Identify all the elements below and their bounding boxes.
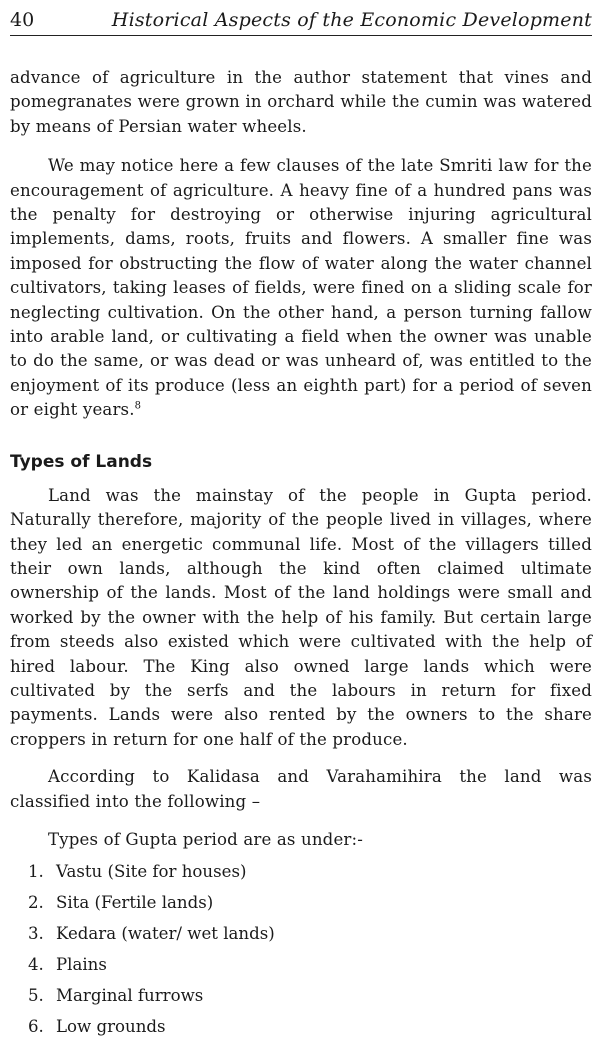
list-item-text: Plains (56, 955, 107, 975)
list-item (28, 856, 592, 887)
list-item (28, 887, 592, 918)
list-item-text: Vastu (Site for houses) (56, 862, 247, 882)
list-item (28, 918, 592, 949)
page-content (10, 66, 592, 1042)
list-item-number: 3. (28, 924, 44, 944)
paragraph-smriti-law (10, 154, 592, 422)
list-item (28, 949, 592, 980)
footnote-marker: 8 (134, 400, 142, 412)
paragraph-list-intro: Types of Gupta period are as under:- (48, 829, 364, 849)
list-item-number: 6. (28, 1017, 44, 1037)
list-item-text: Kedara (water/ wet lands) (56, 924, 275, 944)
page-number: 40 (10, 9, 35, 31)
list-item-number: 2. (28, 893, 44, 913)
paragraph-classification: According to Kalidasa and Varahamihira the land was classified into the following – (10, 767, 592, 811)
list-item-text: Sita (Fertile lands) (56, 893, 214, 913)
section-heading: Types of Lands (10, 451, 153, 472)
paragraph-continued: advance of agriculture in the author statement that vines and pomegranates were grown in orchard while the cumin was watered by means of Persian water wheels. (10, 68, 592, 136)
page-header (10, 6, 592, 36)
list-item (28, 980, 592, 1011)
land-types-list (10, 856, 592, 1042)
list-item-text: Low grounds (56, 1017, 166, 1037)
paragraph-land-mainstay: Land was the mainstay of the people in Gupta period. Naturally therefore, majority of the people lived in villages, where they led an energetic communal life. Most of the villagers tilled their own lands, although the kind often claimed ultimate ownership of the lands. Most of the land holdings were small and worked by the owner with the help of his family. But certain large from steeds also existed which were cultivated with the help of hired labour. The King also owned large lands which were cultivated by the serfs and the labours in return for fixed payments. Lands were also rented by the owners to the share croppers in return for one half of the produce. (10, 485, 592, 749)
list-item-text: Marginal furrows (56, 986, 204, 1006)
list-item-number: 4. (28, 955, 44, 975)
paragraph-smriti-law-text: We may notice here a few clauses of the late Smriti law for the encouragement of agriculture. A heavy fine of a hundred pans was the penalty for destroying or otherwise injuring agricultural implements, dams, roots, fruits and flowers. A smaller fine was imposed for obstructing the flow of water along the water channel cultivators, taking leases of fields, were fined on a sliding scale for neglecting cultivation. On the other hand, a person turning fallow into arable land, or cultivating a field when the owner was unable to do the same, or was dead or was unheard of, was entitled to the enjoyment of its produce (less an eighth part) for a period of seven or eight years. (10, 156, 592, 420)
list-item (28, 1011, 592, 1042)
running-title: Historical Aspects of the Economic Development (111, 9, 592, 31)
list-item-number: 1. (28, 862, 44, 882)
list-item-number: 5. (28, 986, 44, 1006)
